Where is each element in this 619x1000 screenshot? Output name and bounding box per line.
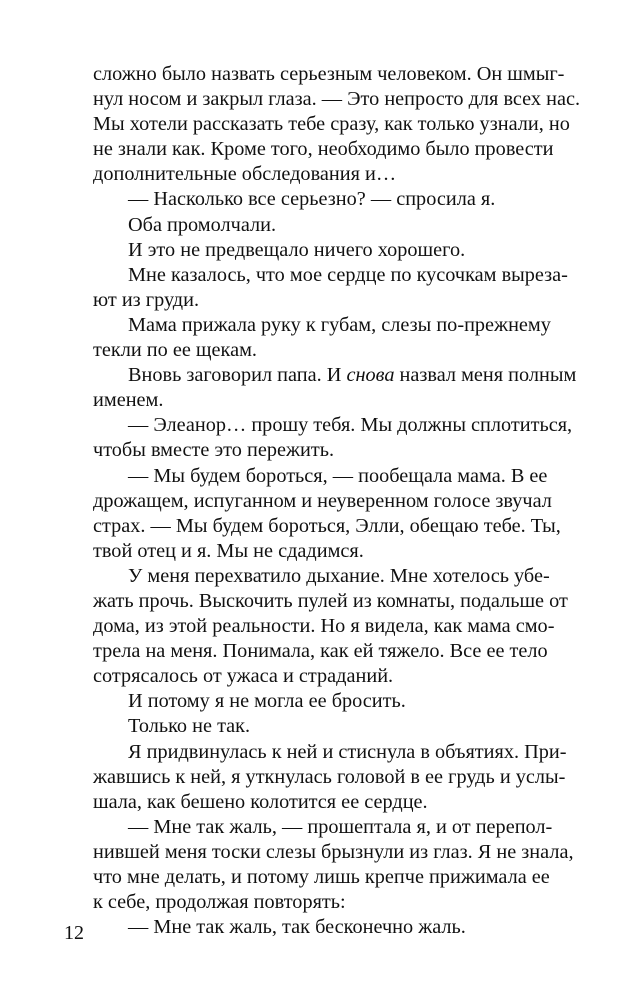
text-line: не знали как. Кроме того, необходимо было провести [93, 138, 554, 161]
text-line: Мы хотели рассказать тебе сразу, как только узнали, но [93, 113, 570, 136]
text-line: Оба промолчали. [128, 213, 277, 236]
text-line: нул носом и закрыл глаза. — Это непросто для всех нас. [93, 88, 581, 111]
page-number: 12 [64, 922, 84, 944]
text-line: дополнительные обследования и… [93, 163, 397, 186]
text-line: И потому я не могла ее бросить. [128, 690, 406, 713]
body-text [93, 62, 581, 940]
text-line: сотрясалось от ужаса и страданий. [93, 665, 394, 688]
text-line: текли по ее щекам. [93, 339, 257, 362]
text-line: шала, как бешено колотится ее сердце. [93, 790, 428, 813]
text-line: Мне казалось, что мое сердце по кусочкам выреза- [128, 263, 568, 286]
text-line: Мама прижала руку к губам, слезы по-прежнему [128, 313, 551, 336]
text-line: И это не предвещало ничего хорошего. [128, 238, 466, 261]
text-line: — Насколько все серьезно? — спросила я. [128, 188, 496, 211]
text-line: У меня перехватило дыхание. Мне хотелось убе- [128, 564, 550, 587]
text-line: трела на меня. Понимала, как ей тяжело. Все ее тело [93, 640, 548, 663]
text-line: жать прочь. Выскочить пулей из комнаты, подальше от [93, 589, 568, 612]
text-line: дрожащем, испуганном и неуверенном голосе звучал [93, 489, 552, 512]
text-line: твой отец и я. Мы не сдадимся. [93, 539, 364, 562]
text-line: ют из груди. [93, 288, 200, 311]
text-line: Я придвинулась к ней и стиснула в объятиях. При- [128, 740, 567, 763]
text-line: к себе, продолжая повторять: [93, 891, 346, 914]
text-line: дома, из этой реальности. Но я видела, как мама смо- [93, 615, 555, 638]
text-line: сложно было назвать серьезным человеком. Он шмыг- [93, 63, 565, 85]
text-line: — Мы будем бороться, — пообещала мама. В ее [128, 464, 548, 487]
text-line: — Мне так жаль, — прошептала я, и от перепол- [128, 815, 553, 838]
text-line: — Мне так жаль, так бесконечно жаль. [128, 916, 466, 939]
text-line: Вновь заговорил папа. И снова назвал меня полным [128, 364, 577, 387]
emphasis-word: снова [346, 364, 395, 387]
text-line: жавшись к ней, я уткнулась головой в ее грудь и услы- [93, 765, 566, 788]
text-line: чтобы вместе это пережить. [93, 439, 335, 462]
text-line: что мне делать, и потому лишь крепче прижимала ее [93, 866, 550, 888]
text-line: Только не так. [128, 715, 251, 738]
text-line: нившей меня тоски слезы брызнули из глаз. Я не знала, [93, 840, 574, 863]
text-line: страх. — Мы будем бороться, Элли, обещаю тебе. Ты, [93, 514, 561, 537]
text-line: именем. [93, 389, 164, 412]
text-line: — Элеанор… прошу тебя. Мы должны сплотиться, [128, 414, 573, 437]
